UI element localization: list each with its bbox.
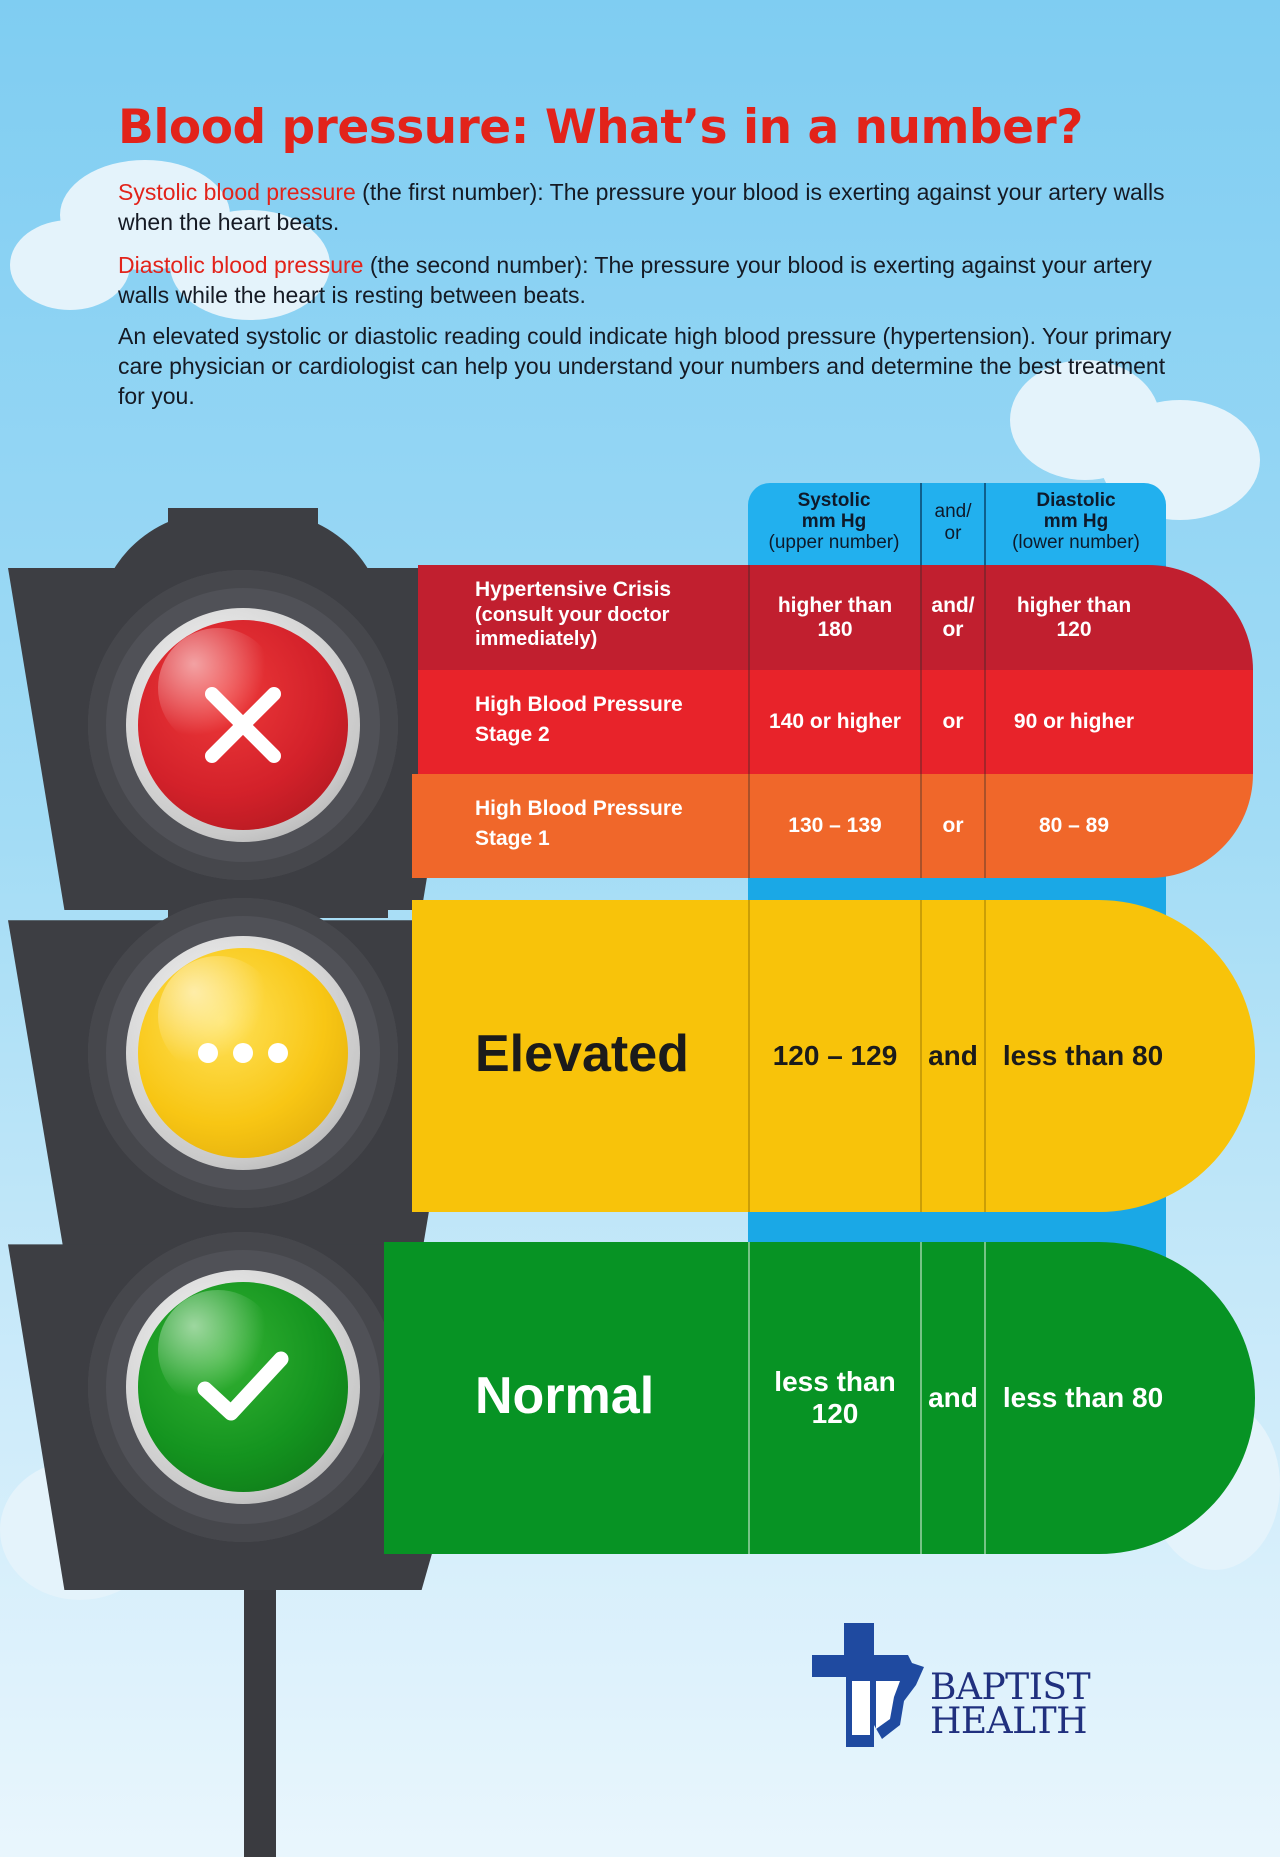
category-label: Normal [475, 1367, 655, 1425]
category-label: High Blood Pressure Stage 2 [475, 693, 683, 746]
diastolic-definition [118, 250, 1198, 310]
logo-cross-icon [812, 1615, 942, 1755]
check-icon [195, 1347, 291, 1427]
table-row-hypertensive-crisis [418, 565, 1253, 670]
connector-value: or [942, 814, 964, 837]
baptist-health-logo [812, 1615, 1112, 1755]
table-row-stage-2 [418, 670, 1253, 774]
diastolic-text: (the second number): The pressure your blood is exerting against your artery walls while the heart is resting between beats. [118, 252, 1152, 308]
systolic-value: 120 – 129 [772, 1040, 898, 1071]
table-row-elevated [412, 900, 1255, 1212]
diastolic-column-header: Diastolic mm Hg (lower number) [1012, 490, 1140, 553]
connector-column-header: and/ or [934, 501, 972, 544]
diastolic-value: less than 80 [1002, 1382, 1164, 1413]
logo-wordmark: BAPTIST HEALTH [930, 1667, 1091, 1742]
systolic-text: (the first number): The pressure your blood is exerting against your artery walls when the heart beats. [118, 179, 1165, 235]
connector-value: and [928, 1382, 978, 1413]
red-lamp [88, 570, 398, 880]
yellow-lamp [88, 898, 398, 1208]
diastolic-term: Diastolic blood pressure [118, 252, 364, 278]
cloud [10, 220, 130, 310]
page-title: Blood pressure: What’s in a number? [118, 100, 1083, 155]
ellipsis-icon [193, 1038, 293, 1068]
x-icon [198, 680, 288, 770]
green-lamp [88, 1232, 398, 1542]
table-header [748, 483, 1166, 565]
table-row-normal [384, 1242, 1255, 1554]
hypertension-note: An elevated systolic or diastolic reading could indicate high blood pressure (hypertension). Your primary care physician or cardiologist can help you understand your numbers and determine the best treatment for you. [118, 323, 1172, 409]
table-row-stage-1 [412, 774, 1253, 878]
systolic-value: less than 120 [774, 1366, 896, 1429]
category-label: High Blood Pressure Stage 1 [475, 797, 683, 850]
diastolic-value: higher than 120 [1016, 593, 1132, 641]
systolic-value: 140 or higher [769, 710, 901, 733]
diastolic-value: 80 – 89 [1038, 814, 1110, 837]
systolic-value: 130 – 139 [788, 814, 882, 837]
category-label: Hypertensive Crisis (consult your doctor immediately) [475, 578, 672, 650]
systolic-term: Systolic blood pressure [118, 179, 356, 205]
systolic-definition [118, 177, 1198, 237]
diastolic-value: 90 or higher [1013, 710, 1135, 733]
category-label: Elevated [475, 1025, 689, 1083]
diastolic-value: less than 80 [1002, 1040, 1164, 1071]
traffic-light-neck [168, 508, 318, 536]
connector-value: or [942, 710, 964, 733]
connector-value: and [928, 1040, 978, 1071]
systolic-value: higher than 180 [777, 593, 893, 641]
systolic-column-header: Systolic mm Hg (upper number) [768, 490, 900, 553]
connector-value: and/ or [931, 593, 975, 641]
